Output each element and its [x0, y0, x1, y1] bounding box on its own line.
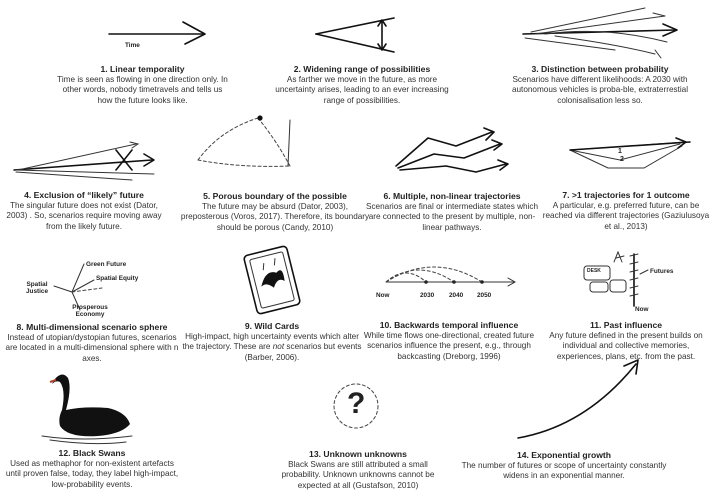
wavy-trajectories-icon: [364, 118, 540, 188]
panel-multiple-trajectories: [540, 124, 712, 240]
desc-7: A particular, e.g. preferred future, can be reached via different trajectories (Gaziulusoya et al., 2013): [542, 201, 710, 231]
title-12: 12. Black Swans: [58, 448, 126, 458]
axis-prosperous-economy: Prosperous Economy: [72, 304, 108, 318]
desc-8: Instead of utopian/dystopian futures, scenarios are located in a multi-dimensional sphere with n axes.: [5, 333, 179, 363]
desc-10: While time flows one-directional, created future scenarios influence the present, e.g., through backcasting (Dreborg, 1996): [363, 331, 535, 361]
desc-1: Time is seen as flowing in one direction only. In other words, nobody timetravels and tells us how the future looks like.: [57, 75, 228, 105]
desc-12: Used as methaphor for non-existent artefacts until proven false, today, they label high-impact, low-probability events.: [5, 459, 179, 489]
linear-arrow-icon: [55, 4, 230, 54]
title-11: 11. Past influence: [589, 320, 663, 330]
axis-spatial-justice: Spatial Justice: [25, 281, 49, 295]
title-14: 14. Exponential growth: [516, 450, 612, 460]
porous-boundary-icon: [180, 110, 370, 188]
converging-trajectories-icon: [540, 124, 712, 188]
futures-label: Futures: [650, 268, 674, 275]
panel-wild-cards: [182, 238, 362, 380]
axis-green-future: Green Future: [86, 261, 127, 268]
title-5: 5. Porous boundary of the possible: [203, 191, 347, 201]
title-7: 7. >1 trajectories for 1 outcome: [562, 190, 690, 200]
desc-13: Black Swans are still attributed a small probability. Unknown unknowns cannot be expected at all (Gustafson, 2010): [281, 460, 435, 490]
title-6: 6. Multiple, non-linear trajectories: [383, 191, 521, 201]
title-2: 2. Widening range of possibilities: [293, 64, 431, 74]
panel-scenario-sphere: [2, 252, 182, 384]
desc-4: The singular future does not exist (Dator, 2003) . So, scenarios require moving away from the likely future.: [6, 201, 162, 231]
panel-widening-range: [272, 4, 452, 114]
black-swan-icon: [2, 366, 182, 446]
title-4: 4. Exclusion of “likely” future: [24, 190, 144, 200]
panel-unknown-unknowns: [268, 374, 448, 494]
title-9: 9. Wild Cards: [244, 321, 300, 331]
title-13: 13. Unknown unknowns: [309, 449, 407, 459]
panel-exclusion-likely: [4, 138, 164, 238]
panel-exponential-growth: [456, 340, 672, 490]
panel-probability: [495, 4, 705, 114]
desk-label: DESK: [587, 268, 601, 274]
timeline-2040: 2040: [449, 292, 464, 299]
desc-2: As farther we move in the future, as more uncertainty arises, leading to an ever increasing range of possibilities.: [275, 75, 449, 105]
trajectory-label-2: 2: [620, 156, 624, 163]
diverging-arrows-icon: [495, 4, 705, 60]
desc-9: High-impact, high uncertainty events which alter the trajectory. These are not scenarios but events (Barber, 2006).: [182, 332, 362, 362]
timeline-now: Now: [376, 292, 390, 299]
time-label: Time: [125, 42, 140, 49]
crossed-arrow-icon: [4, 138, 164, 188]
title-8: 8. Multi-dimensional scenario sphere: [16, 322, 168, 332]
title-10: 10. Backwards temporal influence: [379, 320, 519, 330]
panel-black-swans: [2, 366, 182, 494]
desc-11: Any future defined in the present builds on individual and collective memories, experiences, plans, etc. from the past.: [549, 331, 703, 361]
desc-14: The number of futures or scope of uncertainty constantly widens in an exponential manner.: [461, 461, 667, 481]
trajectory-label-1: 1: [618, 148, 622, 155]
exponential-curve-icon: [456, 340, 672, 446]
panel-porous-boundary: [180, 110, 370, 238]
absurd-point-icon: [257, 115, 262, 120]
question-mark: ?: [347, 387, 366, 420]
timeline-2030: 2030: [420, 292, 435, 299]
title-3: 3. Distinction between probability: [531, 64, 669, 74]
past-influence-sketch-icon: [540, 244, 712, 316]
panel-linear-temporality: [55, 4, 230, 105]
axis-spatial-equity: Spatial Equity: [96, 275, 139, 282]
title-1: 1. Linear temporality: [100, 64, 185, 74]
desc-3: Scenarios have different likelihoods: A 2030 with autonomous vehicles is proba-ble, extraterrestial colonisalisation less so.: [511, 75, 689, 105]
now-label: Now: [635, 306, 649, 313]
panel-nonlinear-trajectories: [364, 118, 540, 240]
desc-5: The future may be absurd (Dator, 2003), preposterous (Voros, 2017). Therefore, its boundary should be porous (Candy, 2010): [180, 202, 370, 232]
wild-card-icon: [182, 238, 362, 318]
widening-cone-icon: [272, 4, 452, 60]
timeline-2050: 2050: [477, 292, 492, 299]
desc-6: Scenarios are final or intermediate states which are connected to the present by multiple, non-linear pathways.: [365, 202, 539, 232]
